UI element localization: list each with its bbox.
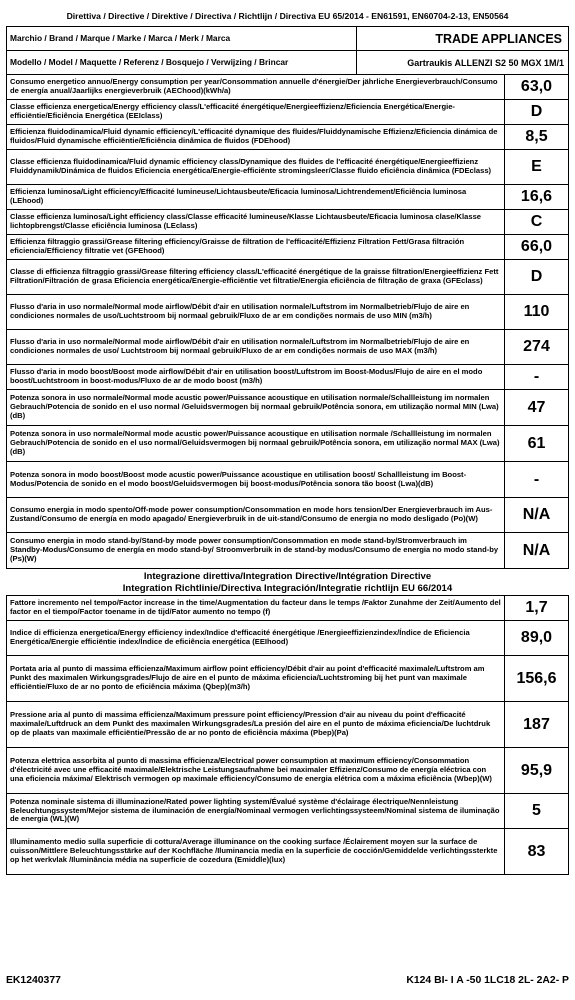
integration-title bbox=[6, 569, 569, 595]
integration-row-label: Potenza nominale sistema di illuminazione/Rated power lighting system/Évalué système d'éclairage électrique/Nennleistung Beleuchtungssystem/Mejor sistema de iluminación de energía/Nominaal vermogen verlichtingssysteem/Nominal sistema de iluminação de energia (WL)(W) bbox=[10, 796, 500, 824]
spec-row-label: Classe efficienza luminosa/Light efficiency class/Classe efficacité lumineuse/Klasse Lichtausbeute/Eficacia luminosa clase/Klasse lichtopbrengst/Classe eficiência luminosa (LEclass) bbox=[10, 212, 482, 230]
integration-row-value: 156,6 bbox=[504, 656, 568, 701]
spec-row bbox=[7, 533, 568, 568]
spec-row-value: D bbox=[504, 260, 568, 294]
spec-row-label: Potenza sonora in uso normale/Normal mode acustic power/Puissance acoustique en utilisation normale /Schallleistung im normalen Gebrauch/Potencia de sonido en el uso normal/Geluidsvermogen bij normaal gebruik/Potência sonora, em utilização normal MAX (Lwa)(dB) bbox=[10, 429, 500, 456]
spec-row bbox=[7, 330, 568, 365]
integration-row-label: Indice di efficienza energetica/Energy efficiency index/Indice d'efficacité énergétique /Energieeffizienzindex/Índice de Eficiencia Energética/Energie efficiëntie index/Índice de eficiência energética (EEIhood) bbox=[10, 628, 470, 646]
brand-row bbox=[7, 27, 568, 51]
spec-row bbox=[7, 210, 568, 235]
spec-row-value: C bbox=[504, 210, 568, 234]
spec-row-value: 63,0 bbox=[504, 75, 568, 99]
spec-row bbox=[7, 75, 568, 100]
spec-row-label: Flusso d'aria in uso normale/Normal mode airflow/Débit d'air en utilisation normale/Luftstrom im Normalbetrieb/Flujo de aire en condiciones normales de uso/Luchtstroom bij normaal gebruik/Fluxo de ar em condições normais de uso MIN (m3/h) bbox=[10, 302, 470, 320]
spec-row bbox=[7, 260, 568, 295]
brand-value: TRADE APPLIANCES bbox=[356, 27, 568, 50]
spec-row-value: E bbox=[504, 150, 568, 184]
integration-row-label: Fattore incremento nel tempo/Factor increase in the time/Augmentation du facteur dans le temps /Faktor Zunahme der Zeit/Aumento del factor en el tiempo/Factor toename in de tijd/Fator aumento no tempo (f) bbox=[10, 598, 501, 616]
integration-row bbox=[7, 621, 568, 656]
integration-row-value: 1,7 bbox=[504, 596, 568, 620]
spec-row-label: Consumo energia in modo stand-by/Stand-by mode power consumption/Consommation en mode stand-by/Stromverbrauch im Standby-Modus/Consumo de energía en modo stand-by/ Stroomverbruik in de stand-by modus/Consumo de energia no modo stand-by (Ps)(W) bbox=[10, 536, 499, 563]
footer-left-code: EK1240377 bbox=[6, 975, 61, 986]
model-row bbox=[7, 51, 568, 75]
spec-row-value: D bbox=[504, 100, 568, 124]
spec-row-label: Efficienza filtraggio grassi/Grease filtering efficiency/Graisse de filtration de l'efficacité/Effizienz Filtration Fett/Grasa filtración eficiencia/Efficiency filtratie vet (GFEhood) bbox=[10, 237, 465, 255]
spec-row bbox=[7, 365, 568, 390]
spec-row-value: 47 bbox=[504, 390, 568, 425]
spec-row bbox=[7, 125, 568, 150]
integration-row bbox=[7, 656, 568, 702]
integration-row-value: 95,9 bbox=[504, 748, 568, 793]
energy-label-sheet bbox=[6, 6, 569, 875]
spec-row-label: Classe di efficienza filtraggio grassi/Grease filtering efficiency class/L'efficacité énergétique de la graisse filtration/Energieeffizienz Fett Filtration/Filtración de grasa Eficiencia energética/Energie-efficiëntie vet filtratie/Energia eficiência de filtração de graxa (GFEclass) bbox=[10, 267, 499, 285]
footer bbox=[6, 975, 569, 986]
brand-label: Marchio / Brand / Marque / Marke / Marca / Merk / Marca bbox=[10, 32, 231, 43]
spec-row bbox=[7, 498, 568, 533]
integration-row-value: 89,0 bbox=[504, 621, 568, 655]
spec-row-value: 110 bbox=[504, 295, 568, 329]
spec-row-value: 8,5 bbox=[504, 125, 568, 149]
integration-row-label: Illuminamento medio sulla superficie di cottura/Average illuminance on the cooking surface /Éclairement moyen sur la surface de cuisson/Mittlere Beleuchtungsstärke auf der Kochfläche /Iluminancia media en la superficie de cocción/Gemiddelde verlichtingssterkte op het werkvlak /Iluminância média na superficie de cozedura (Emiddle)(lux) bbox=[10, 837, 498, 864]
integration-row bbox=[7, 829, 568, 874]
spec-row-label: Flusso d'aria in modo boost/Boost mode airflow/Débit d'air en utilisation boost/Luftstrom im Boost-Modus/Flujo de aire en el modo boost/Luchtstroom in boost-modus/Fluxo de ar de modo boost (m3/h) bbox=[10, 367, 483, 385]
spec-row-value: 66,0 bbox=[504, 235, 568, 259]
spec-row-value: 16,6 bbox=[504, 185, 568, 209]
spec-row-label: Efficienza fluidodinamica/Fluid dynamic efficiency/L'efficacité dynamique des fluides/Fluiddynamische Effizienz/Eficiencia dinámica de fluidos/Fluid dynamische efficiëntie/Eficiência dinâmica de fluidos (FDEhood) bbox=[10, 127, 498, 145]
spec-row-label: Potenza sonora in uso normale/Normal mode acustic power/Puissance acoustique en utilisation normale/Schallleistung im normalen Gebrauch/Potencia de sonido en el uso normal /Geluidsvermogen bij normaal gebruik/Potência sonora, em utilização normal MIN (Lwa)(dB) bbox=[10, 393, 499, 420]
spec-row-value: - bbox=[504, 365, 568, 389]
spec-row bbox=[7, 235, 568, 260]
integration-row-label: Pressione aria al punto di massima efficienza/Maximum pressure point efficiency/Pression d'air au niveau du point d'efficacité maximale/Luftdruck an dem Punkt des maximalen Wirkungsgrades/La presión del aire en el punto de máxima eficiencia/De luchtdruk op de plaats van maximale efficiëntie/Pressão de ar no ponto de eficiência máxima (Pbep)(Pa) bbox=[10, 710, 491, 737]
spec-row bbox=[7, 295, 568, 330]
integration-row bbox=[7, 596, 568, 621]
integration-title-line2: Integration Richtlinie/Directiva Integración/Integratie richtlijn EU 66/2014 bbox=[122, 583, 453, 594]
spec-row bbox=[7, 426, 568, 462]
integration-row-label: Potenza elettrica assorbita al punto di massima efficienza/Electrical power consumption at maximum efficiency/Consommation d'électricité avec une efficacité maximale/Elektrische Leistungsaufnahme bei maximaler Effizienz/Consumo de energía eléctrica con una eficiencia máxima/ Elektrisch vermogen op maximale efficiency/Consumo de energia elétrica com a máxima eficiência (Wbep)(W) bbox=[10, 756, 492, 783]
spec-row-label: Consumo energia in modo spento/Off-mode power consumption/Consommation en mode hors tension/Der Energieverbrauch im Aus-Zustand/Consumo de energía en modo apagado/ Energieverbruik in de uit-stand/Consumo de energia no modo desligado (Po)(W) bbox=[10, 505, 493, 523]
directive-header: Direttiva / Directive / Direktive / Directiva / Richtlijn / Directiva EU 65/2014 - EN61591, EN60704-2-13, EN50564 bbox=[66, 11, 509, 21]
spec-row bbox=[7, 462, 568, 498]
model-value: Gartraukis ALLENZI S2 50 MGX 1M/1 bbox=[356, 51, 568, 74]
integration-row bbox=[7, 794, 568, 829]
spec-row bbox=[7, 185, 568, 210]
integration-title-line1: Integrazione direttiva/Integration Directive/Intégration Directive bbox=[143, 571, 432, 582]
footer-right-code: K124 BI- I A -50 1LC18 2L- 2A2- P bbox=[406, 975, 569, 986]
spec-row-label: Flusso d'aria in uso normale/Normal mode airflow/Débit d'air en utilisation normale/Luftstrom im Normalbetrieb/Flujo de aire en condiciones normales de uso/ Luchtstroom bij normaal gebruik/Fluxo de ar em condições normais de uso MAX (m3/h) bbox=[10, 337, 470, 355]
spec-row-value: N/A bbox=[504, 498, 568, 532]
spec-row-label: Efficienza luminosa/Light efficiency/Efficacité lumineuse/Lichtausbeute/Eficacia luminosa/Lichtrendement/Eficiência luminosa (LEhood) bbox=[10, 187, 467, 205]
spec-row-label: Classe efficienza energetica/Energy efficiency class/L'efficacité énergétique/Energieeffizienz/Eficiencia Energética/Energie-efficiëntie/Eficiência Energética (EEIclass) bbox=[10, 102, 455, 120]
integration-row-value: 5 bbox=[504, 794, 568, 828]
integration-row-value: 83 bbox=[504, 829, 568, 874]
spec-row bbox=[7, 390, 568, 426]
spec-row-label: Potenza sonora in modo boost/Boost mode acustic power/Puissance acoustique en utilisation boost/ Schallleistung im Boost-Modus/Potencia de sonido en el modo boost/Geluidsvermogen bij boost-modus/Potência sonora tão boost (Lwa)(dB) bbox=[10, 469, 467, 488]
integration-row-value: 187 bbox=[504, 702, 568, 747]
spec-row bbox=[7, 100, 568, 125]
spec-row-label: Consumo energetico annuo/Energy consumption per year/Consommation annuelle d'énergie/Der jährliche Energieverbrauch/Consumo de energía anual/Jaarlijks energieverbruik (AEChood)(kWh/a) bbox=[10, 77, 498, 95]
integration-row bbox=[7, 702, 568, 748]
model-label: Modello / Model / Maquette / Referenz / Bosquejo / Verwijzing / Brincar bbox=[10, 56, 289, 67]
integration-row-label: Portata aria al punto di massima efficienza/Maximum airflow point efficiency/Débit d'air au point d'efficacité maximale/Luftstrom am Punkt des maximalen Wirkungsgrades/Flujo de aire en el punto de máxima eficiencia/Luchtstroming bij het punt van maximale efficiëntie/Fluxo de ar no ponto de eficiência máxima (Qbep)(m3/h) bbox=[10, 664, 485, 691]
integration-row bbox=[7, 748, 568, 794]
spec-row-value: N/A bbox=[504, 533, 568, 568]
spec-row-value: 61 bbox=[504, 426, 568, 461]
spec-row-value: 274 bbox=[504, 330, 568, 364]
main-table bbox=[6, 26, 569, 569]
integration-table bbox=[6, 595, 569, 875]
spec-row bbox=[7, 150, 568, 185]
spec-row-label: Classe efficienza fluidodinamica/Fluid dynamic efficiency class/Dynamique des fluides de l'efficacité énergétique/Energieeffizienz Fluiddynamik/Dinámica de fluidos Eficiencia energética/Energie-efficiënte stromingsleer/Classe fluido eficiência dinâmica (FDEclass) bbox=[10, 157, 492, 175]
spec-row-value: - bbox=[504, 462, 568, 497]
